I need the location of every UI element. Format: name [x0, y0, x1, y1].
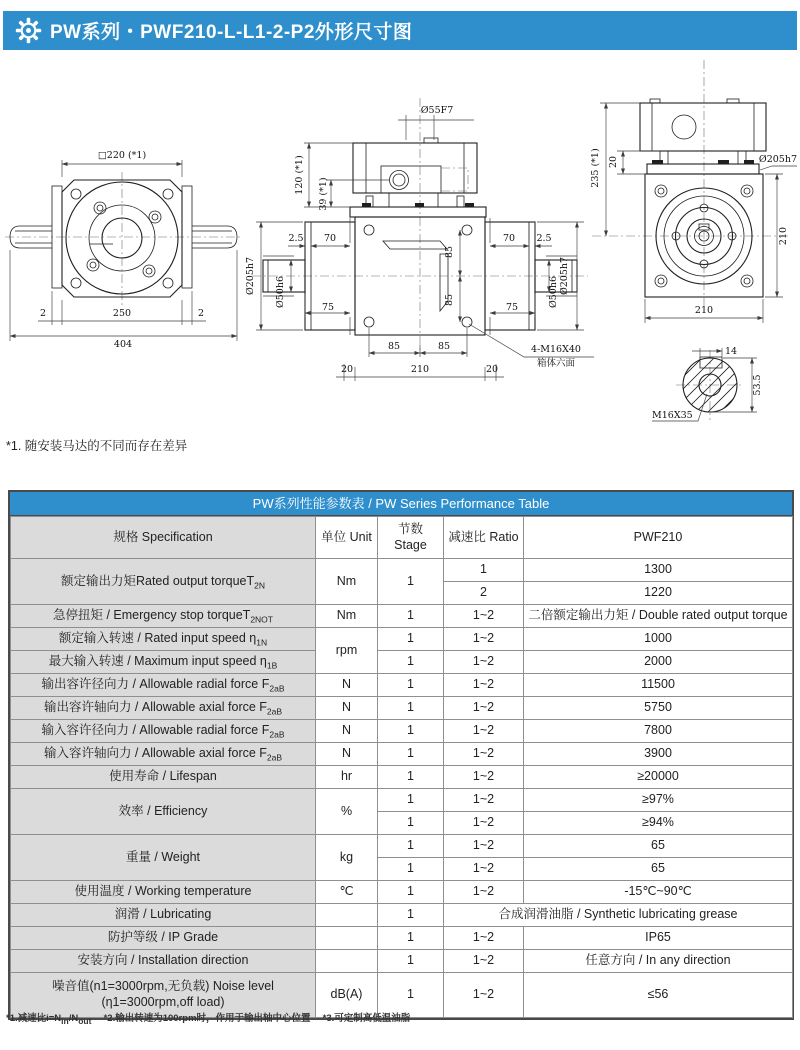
table-row — [11, 628, 793, 651]
dimension-label: 20 — [485, 364, 499, 375]
spec-cell: 急停扭矩 / Emergency stop torqueT$_{2NOT}$ — [11, 605, 316, 628]
dimension-label: 85 — [444, 293, 455, 307]
spec-cell: 输出容许径向力 / Allowable radial force $F_{2aB}$ — [11, 674, 316, 697]
value-cell: % — [316, 789, 378, 835]
table-row — [11, 766, 793, 789]
table-row — [11, 789, 793, 812]
spec-cell: 输出容许轴向力 / Allowable axial force $F_{2aB}$ — [11, 697, 316, 720]
value-cell: N — [316, 743, 378, 766]
table-row — [11, 835, 793, 858]
dimension-label: 20 — [608, 155, 619, 169]
dimension-label: Ø205h7 — [758, 154, 797, 165]
dimension-labels — [40, 105, 797, 421]
value-cell: rpm — [316, 628, 378, 674]
dimension-label: Ø205h7 — [245, 256, 256, 296]
value-cell: 1 — [378, 766, 444, 789]
value-cell: ≥20000 — [524, 766, 793, 789]
value-cell: 7800 — [524, 720, 793, 743]
performance-table — [8, 490, 794, 1020]
table-title: PW系列性能参数表 / PW Series Performance Table — [10, 492, 792, 516]
value-cell: 1 — [378, 674, 444, 697]
column-header: PWF210 — [524, 517, 793, 559]
page-title: PW系列・PWF210-L-L1-2-P2外形尺寸图 — [50, 22, 413, 43]
spec-cell: 输入容许径向力 / Allowable radial force $F_{2aB}$ — [11, 720, 316, 743]
dimension-label: 210 — [410, 364, 430, 375]
table-row — [11, 904, 793, 927]
value-cell: ≥94% — [524, 812, 793, 835]
dimension-label: Ø50h6 — [275, 275, 286, 309]
value-cell: IP65 — [524, 927, 793, 950]
gear-icon — [15, 17, 42, 44]
spec-cell: 最大输入转速 / Maximum input speed $\eta_{1B}$ — [11, 651, 316, 674]
value-cell: 1 — [378, 812, 444, 835]
value-cell: 1~2 — [444, 743, 524, 766]
value-cell: 1~2 — [444, 812, 524, 835]
value-cell: 1~2 — [444, 651, 524, 674]
value-cell — [316, 950, 378, 973]
value-cell: 1 — [444, 559, 524, 582]
footer-notes: *1.减速比$i=N_{in}/N_{out}$ *2.输出转速为100rpm时，作用于输出轴中心位置 *3.可定制高低温油脂 — [6, 1013, 411, 1026]
table-row — [11, 651, 793, 674]
value-cell: 1 — [378, 904, 444, 927]
value-cell: dB(A) — [316, 973, 378, 1018]
dimension-label: 120 (*1) — [294, 155, 305, 195]
dimension-label: 70 — [323, 233, 337, 244]
value-cell: 1~2 — [444, 881, 524, 904]
dimension-label: 210 — [778, 226, 789, 246]
value-cell: 任意方向 / In any direction — [524, 950, 793, 973]
spec-cell: 润滑 / Lubricating — [11, 904, 316, 927]
value-cell: 1~2 — [444, 973, 524, 1018]
value-cell: Nm — [316, 605, 378, 628]
dimension-label: 210 — [694, 305, 714, 316]
value-cell: 1~2 — [444, 858, 524, 881]
table-row — [11, 605, 793, 628]
spec-table — [10, 516, 793, 1018]
dimension-label: 2 — [39, 308, 47, 319]
column-header: 节数 Stage — [378, 517, 444, 559]
dimension-label: 4-M16X40 — [531, 344, 581, 355]
drawing-note: *1. 随安装马达的不同而存在差异 — [6, 439, 188, 453]
column-header: 减速比 Ratio — [444, 517, 524, 559]
spec-cell: 安装方向 / Installation direction — [11, 950, 316, 973]
value-cell: Nm — [316, 559, 378, 605]
value-cell: 1300 — [524, 559, 793, 582]
value-cell: kg — [316, 835, 378, 881]
value-cell: 1 — [378, 927, 444, 950]
spec-cell: 防护等级 / IP Grade — [11, 927, 316, 950]
value-cell: 1 — [378, 628, 444, 651]
value-cell: 1 — [378, 720, 444, 743]
column-header: 规格 Specification — [11, 517, 316, 559]
value-cell: 2 — [444, 582, 524, 605]
value-cell: 65 — [524, 858, 793, 881]
spec-cell: 输入容许轴向力 / Allowable axial force $F_{2aB}$ — [11, 743, 316, 766]
dimension-label: 75 — [505, 302, 519, 313]
dimension-label: 404 — [113, 339, 133, 350]
spec-cell: 效率 / Efficiency — [11, 789, 316, 835]
value-cell: -15℃~90℃ — [524, 881, 793, 904]
value-cell: 1~2 — [444, 605, 524, 628]
dimension-label: □220 (*1) — [97, 150, 147, 161]
dimension-label: 250 — [112, 308, 132, 319]
dimension-label: Ø50h6 — [548, 275, 559, 309]
table-header-row — [11, 517, 793, 559]
dimension-label: 2 — [197, 308, 205, 319]
value-cell: N — [316, 720, 378, 743]
value-cell: 1~2 — [444, 789, 524, 812]
value-cell: ℃ — [316, 881, 378, 904]
dimension-label: 39 (*1) — [318, 177, 329, 211]
value-cell: 1 — [378, 605, 444, 628]
dimension-label: Ø205h7 — [559, 256, 570, 296]
header-bar — [3, 11, 797, 50]
value-cell: 二倍额定输出力矩 / Double rated output torque — [524, 605, 793, 628]
dimension-label: 235 (*1) — [590, 148, 601, 188]
table-row — [11, 743, 793, 766]
value-cell: 1~2 — [444, 720, 524, 743]
value-cell: 1~2 — [444, 950, 524, 973]
value-cell: 1 — [378, 743, 444, 766]
table-row — [11, 881, 793, 904]
value-cell: 65 — [524, 835, 793, 858]
dimension-drawings — [0, 55, 800, 445]
top-view — [592, 60, 797, 323]
spec-cell: 使用寿命 / Lifespan — [11, 766, 316, 789]
value-cell — [316, 927, 378, 950]
spec-cell: 噪音值(n1=3000rpm,无负载) Noise level (η1=3000rpm,off load) — [11, 973, 316, 1018]
value-cell: 3900 — [524, 743, 793, 766]
table-row — [11, 697, 793, 720]
table-row — [11, 559, 793, 582]
value-cell: 1220 — [524, 582, 793, 605]
dimension-label: 75 — [321, 302, 335, 313]
value-cell: 1 — [378, 697, 444, 720]
dimension-label: M16X35 — [652, 410, 693, 421]
value-cell: N — [316, 697, 378, 720]
value-cell: 1~2 — [444, 697, 524, 720]
value-cell: 1 — [378, 651, 444, 674]
value-cell — [316, 904, 378, 927]
value-cell: 1 — [378, 881, 444, 904]
spec-cell: 重量 / Weight — [11, 835, 316, 881]
dimension-label: 2.5 — [288, 233, 304, 244]
value-cell: 1 — [378, 858, 444, 881]
value-cell: 1 — [378, 835, 444, 858]
spec-cell: 额定输入转速 / Rated input speed $\eta_{1N}$ — [11, 628, 316, 651]
dimension-label: 2.5 — [536, 233, 552, 244]
value-cell: 1000 — [524, 628, 793, 651]
dimension-label: 20 — [340, 364, 354, 375]
value-cell: 1 — [378, 950, 444, 973]
dimension-label: 85 — [437, 341, 451, 352]
value-cell: 1~2 — [444, 628, 524, 651]
column-header: 单位 Unit — [316, 517, 378, 559]
dimension-label: 14 — [725, 346, 738, 357]
value-cell: 1~2 — [444, 766, 524, 789]
dimension-label: 85 — [444, 245, 455, 259]
value-cell: 1 — [378, 789, 444, 812]
spec-cell: 使用温度 / Working temperature — [11, 881, 316, 904]
value-cell: 1~2 — [444, 674, 524, 697]
dimension-label: 85 — [387, 341, 401, 352]
value-cell: 1 — [378, 973, 444, 1018]
dimension-label: 53.5 — [752, 374, 763, 396]
value-cell: 5750 — [524, 697, 793, 720]
dimension-label: Ø55F7 — [420, 105, 454, 116]
dimension-label: 箱体六面 — [536, 358, 576, 369]
spec-cell: 额定输出力矩Rated output torqueT$_{2N}$ — [11, 559, 316, 605]
table-row — [11, 674, 793, 697]
table-row — [11, 927, 793, 950]
value-cell: 11500 — [524, 674, 793, 697]
value-cell: 2000 — [524, 651, 793, 674]
value-cell: 1~2 — [444, 835, 524, 858]
value-cell: ≤56 — [524, 973, 793, 1018]
value-cell: ≥97% — [524, 789, 793, 812]
value-cell: 1 — [378, 559, 444, 605]
value-cell: N — [316, 674, 378, 697]
table-row — [11, 720, 793, 743]
value-cell: 1~2 — [444, 927, 524, 950]
table-row — [11, 950, 793, 973]
dimension-label: 70 — [502, 233, 516, 244]
value-cell: hr — [316, 766, 378, 789]
value-cell: 合成润滑油脂 / Synthetic lubricating grease — [444, 904, 793, 927]
